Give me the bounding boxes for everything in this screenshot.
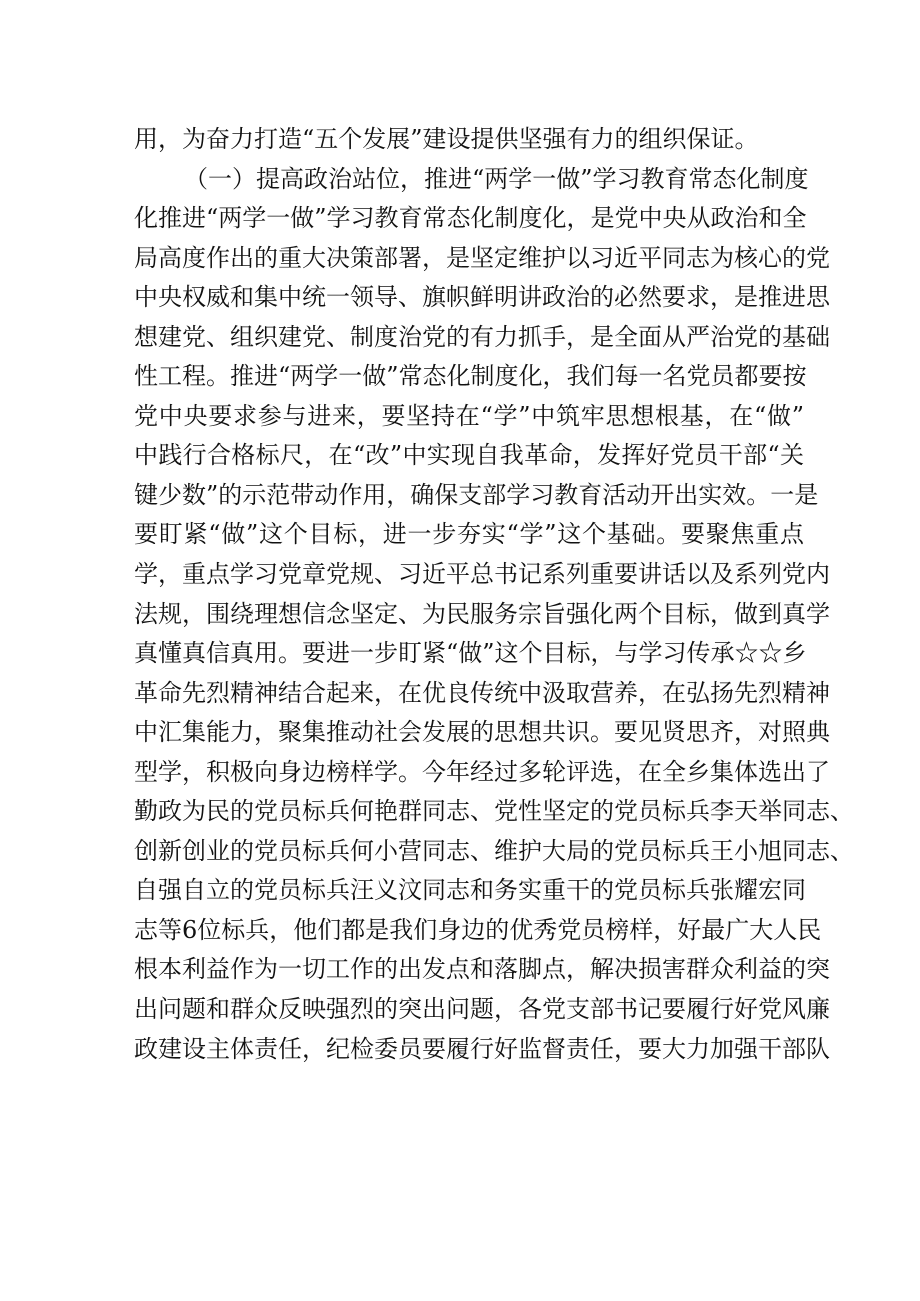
- text-line: 局高度作出的重大决策部署，是坚定维护以习近平同志为核心的党: [134, 243, 830, 272]
- text-line: 创新创业的党员标兵何小营同志、维护大局的党员标兵王小旭同志、: [134, 836, 854, 865]
- text-line: 中践行合格标尺，在“改”中实现自我革命，发挥好党员干部“关: [134, 441, 804, 470]
- text-line: 法规，围绕理想信念坚定、为民服务宗旨强化两个目标，做到真学: [134, 599, 830, 628]
- text-line: 型学，积极向身边榜样学。今年经过多轮评选，在全乡集体选出了: [134, 757, 830, 786]
- text-line: 革命先烈精神结合起来，在优良传统中汲取营养，在弘扬先烈精神: [134, 678, 830, 707]
- text-line: 要盯紧“做”这个目标，进一步夯实“学”这个基础。要聚焦重点: [134, 520, 804, 549]
- text-line: 政建设主体责任，纪检委员要履行好监督责任，要大力加强干部队: [134, 1034, 830, 1063]
- text-line: 志等6位标兵，他们都是我们身边的优秀党员榜样，好最广大人民: [134, 915, 822, 944]
- text-line: 勤政为民的党员标兵何艳群同志、党性坚定的党员标兵李天举同志、: [134, 797, 854, 826]
- text-line: 中汇集能力，聚集推动社会发展的思想共识。要见贤思齐，对照典: [134, 718, 830, 747]
- text-line: 想建党、组织建党、制度治党的有力抓手，是全面从严治党的基础: [134, 322, 830, 351]
- text-line: 中央权威和集中统一领导、旗帜鲜明讲政治的必然要求，是推进思: [134, 283, 830, 312]
- text-line: 自强自立的党员标兵汪义汶同志和务实重干的党员标兵张耀宏同: [134, 876, 806, 905]
- text-line: 化推进“两学一做”学习教育常态化制度化，是党中央从政治和全: [134, 204, 807, 233]
- text-line: 性工程。推进“两学一做”常态化制度化，我们每一名党员都要按: [134, 362, 807, 391]
- text-line: 学，重点学习党章党规、习近平总书记系列重要讲话以及系列党内: [134, 560, 830, 589]
- text-line: 根本利益作为一切工作的出发点和落脚点，解决损害群众利益的突: [134, 955, 830, 984]
- text-line: 键少数”的示范带动作用，确保支部学习教育活动开出实效。一是: [134, 480, 819, 509]
- text-line: 用，为奋力打造“五个发展”建设提供坚强有力的组织保证。: [134, 125, 759, 153]
- text-line: 真懂真信真用。要进一步盯紧“做”这个目标，与学习传承☆☆乡: [134, 639, 807, 668]
- section-heading-line: （一）提高政治站位，推进“两学一做”学习教育常态化制度: [184, 164, 809, 193]
- body-text: [134, 120, 854, 1069]
- text-line: 出问题和群众反映强烈的突出问题，各党支部书记要履行好党风廉: [134, 995, 830, 1024]
- text-line: 党中央要求参与进来，要坚持在“学”中筑牢思想根基，在“做”: [134, 401, 804, 430]
